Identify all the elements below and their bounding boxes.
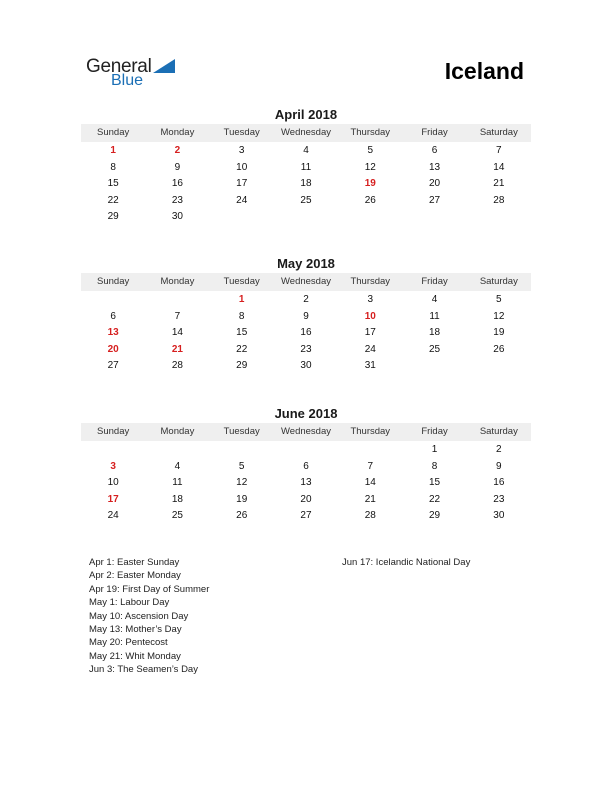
weekday-name: Sunday — [97, 276, 130, 287]
day-cell: 4 — [431, 294, 438, 305]
weekday-name: Monday — [160, 426, 195, 437]
week-row — [81, 492, 531, 509]
day-cell: 18 — [171, 493, 183, 505]
week-row — [81, 508, 531, 525]
day-cell: 14 — [364, 477, 376, 489]
month-block — [81, 256, 531, 375]
day-cell: 23 — [300, 343, 312, 355]
day-cell: 26 — [236, 510, 248, 522]
day-cell: 29 — [428, 510, 441, 522]
day-cell: 31 — [364, 360, 376, 372]
week-row — [81, 209, 531, 226]
day-cell — [402, 209, 466, 226]
holiday-item: Jun 3: The Seamen’s Day — [89, 664, 198, 676]
day-cell: 13 — [428, 161, 441, 173]
weekday-name: Saturday — [479, 276, 518, 287]
day-cell: 16 — [171, 178, 183, 190]
day-cell: 14 — [493, 161, 505, 173]
weekday-name: Saturday — [479, 426, 518, 437]
logo-triangle-icon — [153, 59, 175, 73]
day-cell: 5 — [367, 145, 374, 156]
day-cell: 21 — [171, 343, 183, 355]
day-cell: 17 — [364, 327, 376, 339]
day-cell — [402, 358, 466, 375]
day-cell: 5 — [238, 460, 245, 472]
weekday-name: Friday — [421, 127, 448, 138]
day-cell: 30 — [493, 510, 505, 522]
day-cell: 8 — [431, 460, 438, 472]
day-cell: 28 — [364, 510, 376, 522]
holiday-item: May 21: Whit Monday — [89, 650, 181, 662]
day-cell — [467, 209, 531, 226]
day-cell — [81, 292, 145, 309]
holiday-item: Apr 19: First Day of Summer — [89, 583, 210, 595]
logo-text-general: General — [86, 56, 152, 77]
weekday-name: Wednesday — [280, 276, 331, 287]
week-row — [81, 325, 531, 342]
day-cell: 29 — [236, 360, 248, 372]
day-cell: 26 — [493, 343, 505, 355]
week-row — [81, 475, 531, 492]
week-row — [81, 160, 531, 177]
day-cell: 15 — [107, 178, 119, 190]
weekday-name: Thursday — [350, 426, 391, 437]
day-cell: 29 — [107, 211, 119, 223]
day-cell: 1 — [431, 444, 438, 455]
holiday-list-right — [342, 556, 470, 569]
day-cell: 4 — [303, 145, 309, 156]
day-cell: 27 — [300, 510, 312, 522]
day-cell: 6 — [431, 145, 438, 156]
day-cell: 8 — [110, 161, 116, 173]
day-cell: 12 — [364, 161, 376, 173]
month-block — [81, 107, 531, 226]
country-title: Iceland — [444, 58, 524, 84]
day-cell: 6 — [110, 310, 116, 322]
holiday-item: May 10: Ascension Day — [89, 610, 189, 622]
holiday-item: May 13: Mother’s Day — [89, 624, 182, 636]
day-cell: 11 — [172, 477, 183, 489]
day-cell — [338, 209, 402, 226]
day-cell: 18 — [300, 178, 312, 190]
week-row — [81, 342, 531, 359]
day-cell: 19 — [364, 178, 376, 190]
brand-logo — [86, 56, 186, 92]
day-cell: 14 — [171, 327, 183, 339]
day-cell: 21 — [364, 493, 376, 505]
day-cell — [145, 292, 209, 309]
weekday-name: Saturday — [479, 127, 518, 138]
weekday-name: Thursday — [350, 276, 391, 287]
day-cell: 20 — [300, 493, 312, 505]
day-cell — [81, 442, 145, 459]
day-cell: 15 — [236, 327, 248, 339]
day-cell: 20 — [107, 343, 119, 355]
day-cell: 12 — [493, 310, 505, 322]
day-cell — [467, 358, 531, 375]
month-block — [81, 406, 531, 525]
day-cell — [145, 442, 209, 459]
day-cell: 25 — [300, 194, 312, 206]
day-cell: 19 — [493, 327, 505, 339]
weekday-name: Tuesday — [223, 426, 260, 437]
day-cell: 4 — [174, 460, 181, 472]
day-cell: 23 — [493, 493, 505, 505]
day-cell: 1 — [238, 294, 245, 305]
day-cell: 7 — [367, 460, 374, 472]
day-cell — [210, 442, 274, 459]
weekday-name: Tuesday — [223, 276, 260, 287]
day-cell: 16 — [300, 327, 312, 339]
week-row — [81, 358, 531, 375]
day-cell: 27 — [428, 194, 441, 206]
month-title: May 2018 — [277, 256, 335, 271]
weekday-name: Friday — [421, 276, 448, 287]
day-cell: 13 — [107, 327, 119, 339]
week-row — [81, 176, 531, 193]
week-row — [81, 292, 531, 309]
day-cell: 9 — [303, 310, 309, 322]
holiday-item: Jun 17: Icelandic National Day — [342, 557, 471, 568]
weekday-name: Monday — [160, 127, 195, 138]
logo-text-blue: Blue — [111, 72, 144, 89]
day-cell: 17 — [236, 178, 248, 190]
day-cell: 30 — [171, 211, 183, 223]
day-cell: 27 — [107, 360, 119, 372]
day-cell: 23 — [171, 194, 183, 206]
day-cell: 22 — [428, 493, 441, 505]
week-row — [81, 459, 531, 476]
week-row — [81, 309, 531, 326]
day-cell: 7 — [174, 310, 181, 322]
day-cell — [210, 209, 274, 226]
day-cell: 22 — [236, 343, 248, 355]
weekday-header — [81, 124, 531, 142]
day-cell: 26 — [364, 194, 376, 206]
weekday-header — [81, 273, 531, 291]
holiday-list-left — [89, 556, 209, 677]
day-cell: 11 — [300, 161, 312, 173]
day-cell: 12 — [236, 477, 248, 489]
week-row — [81, 143, 531, 160]
day-cell: 3 — [238, 145, 245, 156]
day-cell: 6 — [303, 460, 309, 472]
weekday-name: Tuesday — [223, 127, 260, 138]
weekday-name: Sunday — [97, 426, 130, 437]
day-cell: 24 — [236, 194, 248, 206]
day-cell: 19 — [236, 493, 248, 505]
day-cell: 18 — [428, 327, 441, 339]
day-cell — [274, 209, 338, 226]
day-cell: 8 — [238, 310, 245, 322]
day-cell — [274, 442, 338, 459]
week-row — [81, 442, 531, 459]
day-cell: 17 — [107, 493, 119, 505]
day-cell: 16 — [493, 477, 505, 489]
day-cell: 3 — [110, 460, 116, 472]
holiday-item: Apr 2: Easter Monday — [89, 570, 181, 582]
day-cell: 9 — [496, 460, 502, 472]
month-title: April 2018 — [274, 107, 338, 122]
day-cell: 10 — [364, 310, 376, 322]
day-cell: 2 — [496, 444, 502, 455]
day-cell: 10 — [236, 161, 248, 173]
day-cell: 15 — [428, 477, 441, 489]
day-cell: 3 — [367, 294, 374, 305]
weekday-name: Monday — [160, 276, 195, 287]
day-cell: 28 — [493, 194, 505, 206]
day-cell: 5 — [496, 294, 502, 305]
month-title: June 2018 — [274, 406, 338, 421]
weekday-header — [81, 423, 531, 441]
day-cell: 25 — [171, 510, 183, 522]
holiday-item: Apr 1: Easter Sunday — [89, 557, 180, 568]
weekday-name: Friday — [421, 426, 448, 437]
day-cell: 2 — [303, 294, 309, 305]
weekday-name: Sunday — [97, 127, 130, 138]
day-cell: 24 — [364, 343, 376, 355]
day-cell: 10 — [107, 477, 119, 489]
holiday-item: May 20: Pentecost — [89, 637, 168, 649]
day-cell: 2 — [174, 145, 181, 156]
day-cell: 9 — [174, 161, 181, 173]
day-cell: 28 — [171, 360, 183, 372]
day-cell: 30 — [300, 360, 312, 372]
week-row — [81, 193, 531, 210]
holiday-item: May 1: Labour Day — [89, 597, 170, 609]
weekday-name: Wednesday — [280, 127, 331, 138]
weekday-name: Wednesday — [280, 426, 331, 437]
day-cell: 24 — [107, 510, 119, 522]
day-cell: 11 — [429, 310, 440, 322]
day-cell: 20 — [428, 178, 441, 190]
day-cell: 25 — [428, 343, 441, 355]
day-cell: 21 — [493, 178, 505, 190]
day-cell: 7 — [496, 145, 502, 156]
day-cell: 1 — [110, 145, 116, 156]
day-cell — [338, 442, 402, 459]
weekday-name: Thursday — [350, 127, 391, 138]
day-cell: 13 — [300, 477, 312, 489]
day-cell: 22 — [107, 194, 119, 206]
